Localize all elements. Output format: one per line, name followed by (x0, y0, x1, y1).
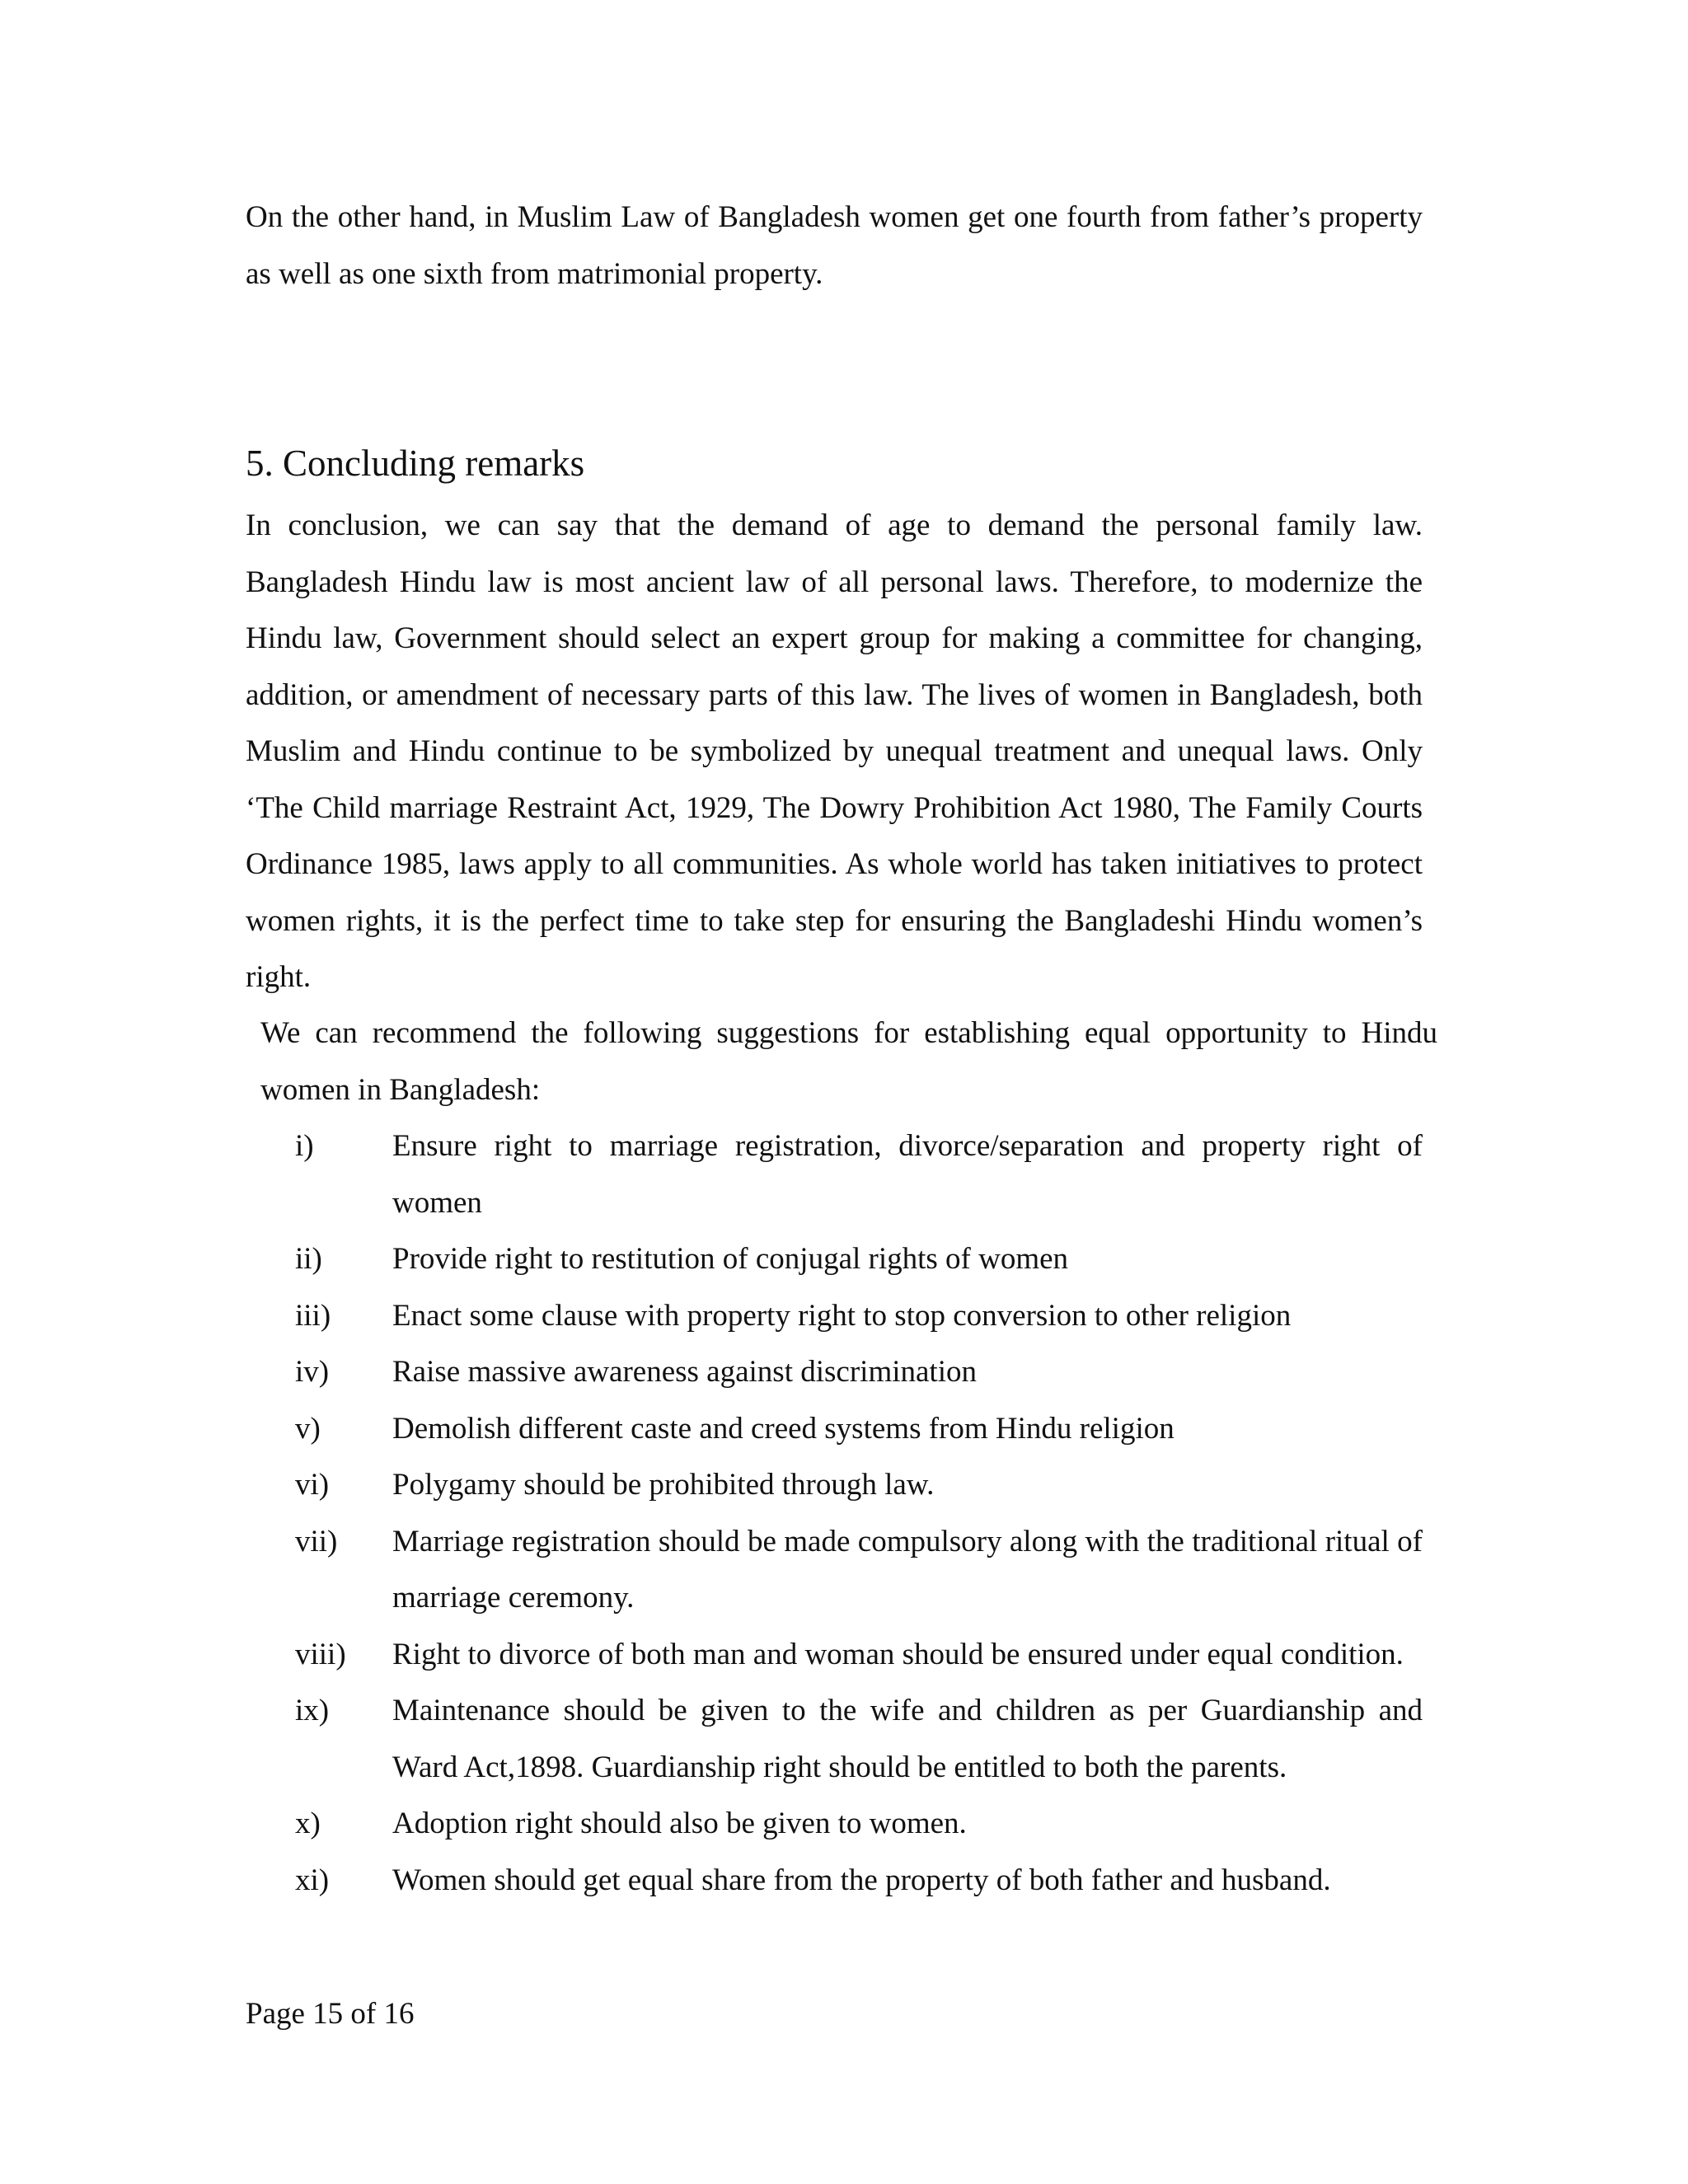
list-item-text: Ensure right to marriage registration, divorce/separation and property right of women (392, 1129, 1423, 1220)
list-item-marker: viii) (295, 1637, 346, 1671)
recommendation-intro-paragraph: We can recommend the following suggestions for establishing equal opportunity to Hindu women in Bangladesh: (260, 1016, 1437, 1107)
list-item-text: Demolish different caste and creed systems from Hindu religion (392, 1411, 1175, 1446)
list-item (246, 1118, 1423, 1231)
list-item-text: Maintenance should be given to the wife and children as per Guardianship and Ward Act,1898. Guardianship right should be entitled to both the parents. (392, 1694, 1423, 1784)
list-item-marker: ix) (295, 1694, 330, 1727)
list-item-text: Provide right to restitution of conjugal rights of women (392, 1242, 1069, 1276)
list-item-marker: iii) (295, 1298, 331, 1333)
list-item (246, 1627, 1423, 1684)
conclusion-paragraph: In conclusion, we can say that the demand of age to demand the personal family law. Bangladesh Hindu law is most ancient law of all personal laws. Therefore, to modernize the Hindu law, Government should select an expert group for making a committee for changing, addition, or amendment of necessary parts of this law. The lives of women in Bangladesh, both Muslim and Hindu continue to be symbolized by unequal treatment and unequal laws. Only ‘The Child marriage Restraint Act, 1929, The Dowry Prohibition Act 1980, The Family Courts Ordinance 1985, laws apply to all communities. As whole world has taken initiatives to protect women rights, it is the perfect time to take step for ensuring the Bangladeshi Hindu women’s right. (246, 509, 1423, 994)
list-item-text: Marriage registration should be made compulsory along with the traditional ritual of marriage ceremony. (392, 1524, 1423, 1615)
list-item-marker: xi) (295, 1863, 330, 1897)
page-number: Page 15 of 16 (246, 1997, 415, 2031)
list-item-text: Women should get equal share from the property of both father and husband. (392, 1863, 1331, 1897)
list-item (246, 1853, 1423, 1910)
list-item-text: Right to divorce of both man and woman should be ensured under equal condition. (392, 1637, 1404, 1671)
suggestions-list (246, 1118, 1423, 1909)
list-item-marker: iv) (295, 1355, 330, 1389)
list-item-text: Enact some clause with property right to stop conversion to other religion (392, 1298, 1292, 1333)
intro-paragraph: On the other hand, in Muslim Law of Bangladesh women get one fourth from father’s property as well as one sixth from matrimonial property. (246, 200, 1423, 291)
list-item (246, 1457, 1423, 1514)
list-item (246, 1344, 1423, 1401)
list-item (246, 1796, 1423, 1853)
list-item-marker: vii) (295, 1524, 338, 1558)
list-item-marker: vi) (295, 1468, 330, 1502)
list-item (246, 1683, 1423, 1796)
list-item-text: Polygamy should be prohibited through law. (392, 1468, 935, 1502)
list-item (246, 1231, 1423, 1288)
list-item (246, 1288, 1423, 1345)
section-heading: 5. Concluding remarks (246, 443, 585, 484)
list-item-marker: x) (295, 1807, 321, 1840)
list-item-text: Adoption right should also be given to women. (392, 1807, 967, 1840)
list-item-marker: i) (295, 1129, 314, 1163)
list-item-text: Raise massive awareness against discrimination (392, 1355, 977, 1389)
list-item (246, 1514, 1423, 1627)
list-item (246, 1401, 1423, 1458)
list-item-marker: v) (295, 1411, 321, 1446)
list-item-marker: ii) (295, 1242, 322, 1276)
